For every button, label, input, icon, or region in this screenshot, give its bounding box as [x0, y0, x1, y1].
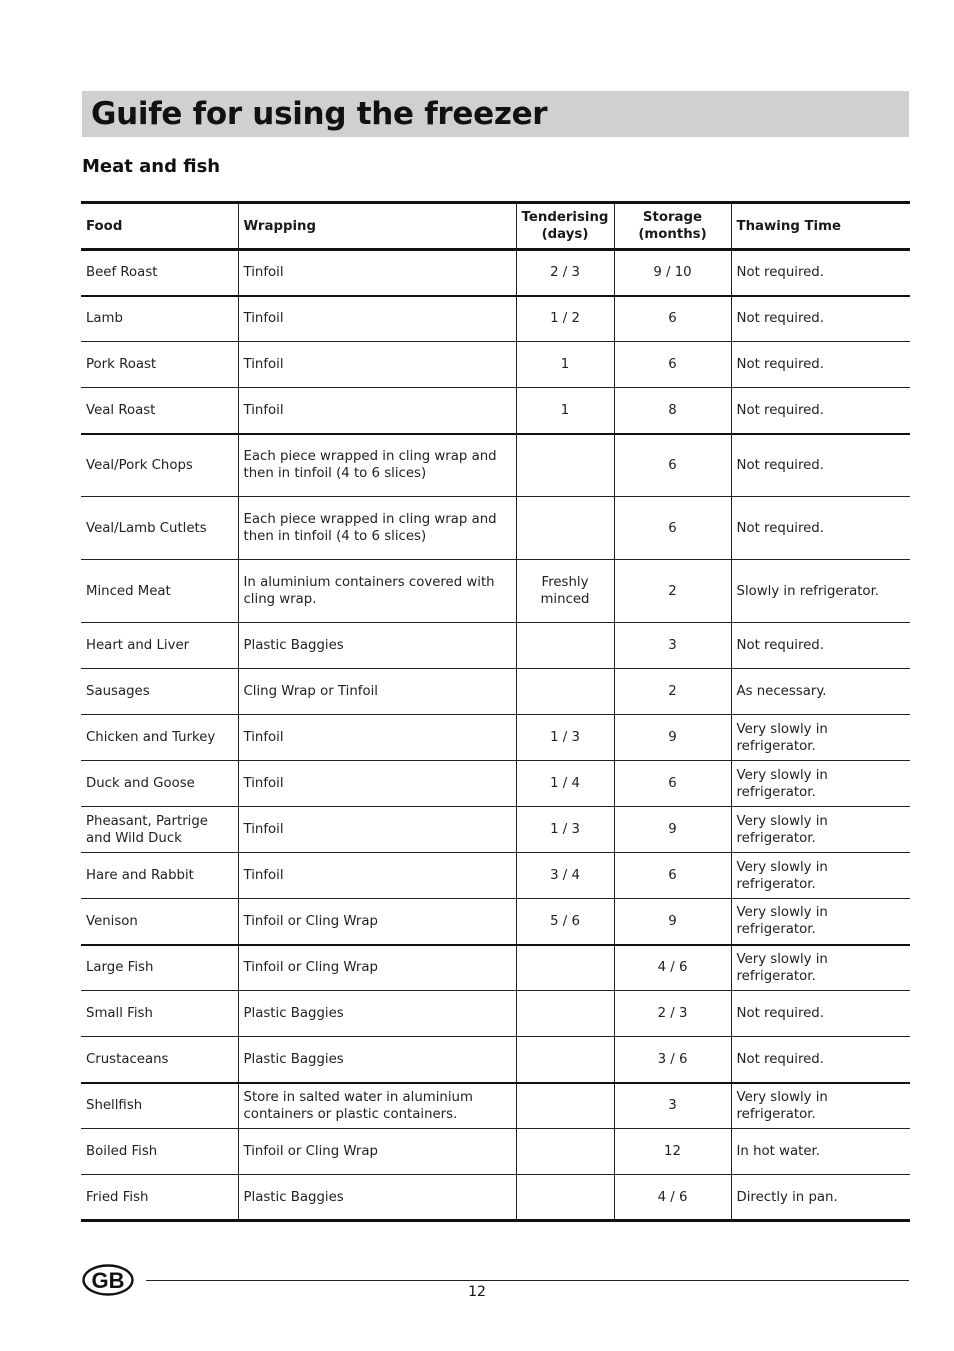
cell-tenderising: 2 / 3	[516, 250, 614, 296]
cell-wrapping: Tinfoil	[238, 807, 516, 853]
cell-tenderising	[516, 991, 614, 1037]
cell-storage: 6	[614, 296, 731, 342]
table-body	[81, 250, 910, 1221]
cell-tenderising	[516, 945, 614, 991]
cell-food: Veal/Pork Chops	[81, 434, 238, 497]
cell-tenderising	[516, 1083, 614, 1129]
title-bar	[82, 91, 909, 137]
cell-storage: 3	[614, 623, 731, 669]
cell-storage: 6	[614, 761, 731, 807]
cell-thawing: Slowly in refrigerator.	[731, 560, 910, 623]
cell-thawing: Not required.	[731, 250, 910, 296]
cell-tenderising	[516, 1037, 614, 1083]
cell-food: Shellfish	[81, 1083, 238, 1129]
cell-tenderising: 5 / 6	[516, 899, 614, 945]
cell-food: Small Fish	[81, 991, 238, 1037]
cell-food: Sausages	[81, 669, 238, 715]
cell-storage: 6	[614, 497, 731, 560]
cell-thawing: Not required.	[731, 434, 910, 497]
page-number: 12	[468, 1284, 486, 1300]
cell-thawing: Very slowly in refrigerator.	[731, 807, 910, 853]
cell-tenderising: 1	[516, 388, 614, 434]
cell-food: Large Fish	[81, 945, 238, 991]
cell-thawing: Very slowly in refrigerator.	[731, 899, 910, 945]
cell-wrapping: Tinfoil	[238, 761, 516, 807]
table-row	[81, 807, 910, 853]
cell-tenderising: Freshly minced	[516, 560, 614, 623]
cell-storage: 4 / 6	[614, 1175, 731, 1221]
cell-tenderising	[516, 669, 614, 715]
cell-wrapping: Tinfoil	[238, 715, 516, 761]
cell-storage: 2	[614, 560, 731, 623]
table-row	[81, 853, 910, 899]
cell-food: Fried Fish	[81, 1175, 238, 1221]
cell-wrapping: Tinfoil	[238, 250, 516, 296]
cell-thawing: Very slowly in refrigerator.	[731, 715, 910, 761]
cell-storage: 12	[614, 1129, 731, 1175]
table-row	[81, 669, 910, 715]
cell-tenderising	[516, 1129, 614, 1175]
cell-tenderising: 1 / 4	[516, 761, 614, 807]
cell-thawing: Not required.	[731, 342, 910, 388]
cell-wrapping: Plastic Baggies	[238, 623, 516, 669]
table-row	[81, 1083, 910, 1129]
cell-thawing: Not required.	[731, 497, 910, 560]
header-storage-line1: Storage	[642, 210, 703, 225]
cell-food: Minced Meat	[81, 560, 238, 623]
cell-storage: 6	[614, 853, 731, 899]
cell-food: Chicken and Turkey	[81, 715, 238, 761]
cell-wrapping: Each piece wrapped in cling wrap and then in tinfoil (4 to 6 slices)	[238, 434, 516, 497]
cell-storage: 9 / 10	[614, 250, 731, 296]
footer-divider	[146, 1280, 909, 1281]
table-row	[81, 761, 910, 807]
cell-wrapping: Plastic Baggies	[238, 1037, 516, 1083]
cell-tenderising: 3 / 4	[516, 853, 614, 899]
cell-wrapping: In aluminium containers covered with cling wrap.	[238, 560, 516, 623]
page-title: Guife for using the freezer	[91, 96, 548, 132]
header-thawing: Thawing Time	[731, 203, 910, 250]
cell-thawing: Not required.	[731, 623, 910, 669]
cell-tenderising: 1 / 3	[516, 715, 614, 761]
cell-thawing: Very slowly in refrigerator.	[731, 945, 910, 991]
header-tenderising-line1: Tenderising	[521, 210, 609, 225]
cell-thawing: Not required.	[731, 991, 910, 1037]
cell-tenderising	[516, 623, 614, 669]
cell-thawing: Very slowly in refrigerator.	[731, 761, 910, 807]
table-row	[81, 623, 910, 669]
cell-wrapping: Store in salted water in aluminium containers or plastic containers.	[238, 1083, 516, 1129]
header-tenderising-line2: (days)	[541, 227, 589, 242]
freezer-guide-table	[81, 201, 910, 1222]
cell-thawing: Very slowly in refrigerator.	[731, 853, 910, 899]
header-storage-line2: (months)	[638, 227, 707, 242]
cell-storage: 2	[614, 669, 731, 715]
cell-tenderising	[516, 1175, 614, 1221]
table-row	[81, 296, 910, 342]
cell-storage: 8	[614, 388, 731, 434]
cell-food: Pheasant, Partrige and Wild Duck	[81, 807, 238, 853]
cell-tenderising	[516, 434, 614, 497]
cell-food: Veal/Lamb Cutlets	[81, 497, 238, 560]
cell-wrapping: Tinfoil	[238, 388, 516, 434]
section-heading: Meat and fish	[82, 156, 221, 177]
cell-storage: 9	[614, 715, 731, 761]
cell-food: Beef Roast	[81, 250, 238, 296]
header-tenderising	[516, 203, 614, 250]
cell-food: Hare and Rabbit	[81, 853, 238, 899]
header-wrapping: Wrapping	[238, 203, 516, 250]
table-row	[81, 560, 910, 623]
cell-storage: 2 / 3	[614, 991, 731, 1037]
cell-storage: 6	[614, 342, 731, 388]
cell-tenderising: 1 / 2	[516, 296, 614, 342]
table-row	[81, 250, 910, 296]
cell-thawing: As necessary.	[731, 669, 910, 715]
table-row	[81, 434, 910, 497]
cell-wrapping: Cling Wrap or Tinfoil	[238, 669, 516, 715]
table-header-row	[81, 203, 910, 250]
cell-food: Heart and Liver	[81, 623, 238, 669]
cell-wrapping: Tinfoil	[238, 342, 516, 388]
cell-food: Boiled Fish	[81, 1129, 238, 1175]
table-row	[81, 899, 910, 945]
cell-storage: 3 / 6	[614, 1037, 731, 1083]
cell-wrapping: Plastic Baggies	[238, 1175, 516, 1221]
cell-tenderising: 1 / 3	[516, 807, 614, 853]
cell-storage: 4 / 6	[614, 945, 731, 991]
cell-tenderising: 1	[516, 342, 614, 388]
header-storage	[614, 203, 731, 250]
table-row	[81, 991, 910, 1037]
table-row	[81, 715, 910, 761]
header-food: Food	[81, 203, 238, 250]
cell-storage: 9	[614, 807, 731, 853]
table-row	[81, 945, 910, 991]
table-row	[81, 388, 910, 434]
cell-wrapping: Each piece wrapped in cling wrap and then in tinfoil (4 to 6 slices)	[238, 497, 516, 560]
cell-wrapping: Tinfoil or Cling Wrap	[238, 1129, 516, 1175]
cell-thawing: Not required.	[731, 1037, 910, 1083]
table-row	[81, 1129, 910, 1175]
cell-storage: 3	[614, 1083, 731, 1129]
cell-thawing: Directly in pan.	[731, 1175, 910, 1221]
cell-tenderising	[516, 497, 614, 560]
cell-food: Duck and Goose	[81, 761, 238, 807]
cell-storage: 9	[614, 899, 731, 945]
cell-food: Lamb	[81, 296, 238, 342]
cell-thawing: In hot water.	[731, 1129, 910, 1175]
cell-thawing: Not required.	[731, 296, 910, 342]
cell-food: Venison	[81, 899, 238, 945]
cell-wrapping: Tinfoil	[238, 853, 516, 899]
cell-wrapping: Tinfoil	[238, 296, 516, 342]
gb-badge-text: GB	[91, 1268, 125, 1293]
cell-food: Veal Roast	[81, 388, 238, 434]
cell-food: Crustaceans	[81, 1037, 238, 1083]
cell-wrapping: Plastic Baggies	[238, 991, 516, 1037]
cell-thawing: Not required.	[731, 388, 910, 434]
cell-storage: 6	[614, 434, 731, 497]
table-row	[81, 342, 910, 388]
cell-thawing: Very slowly in refrigerator.	[731, 1083, 910, 1129]
cell-wrapping: Tinfoil or Cling Wrap	[238, 899, 516, 945]
table-row	[81, 1037, 910, 1083]
cell-wrapping: Tinfoil or Cling Wrap	[238, 945, 516, 991]
table-row	[81, 497, 910, 560]
cell-food: Pork Roast	[81, 342, 238, 388]
table-row	[81, 1175, 910, 1221]
